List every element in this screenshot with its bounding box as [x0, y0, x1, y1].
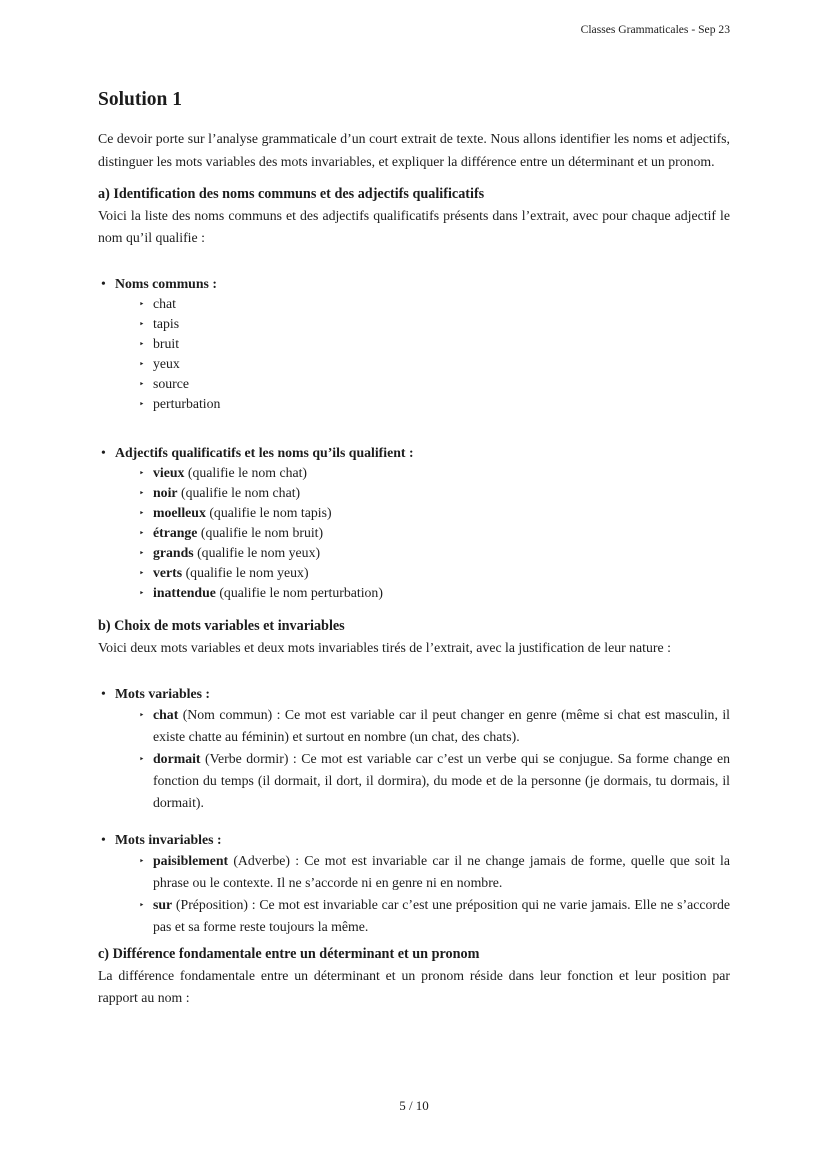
section-c-intro: La différence fondamentale entre un déterminant et un pronom réside dans leur fonction et leur position par rapport au nom : [98, 968, 730, 1006]
list-item [138, 374, 730, 394]
triangle-bullet-icon: ‣ [139, 338, 145, 349]
adjective-term: moelleux [153, 504, 206, 520]
adjective-note: (qualifie le nom chat) [177, 484, 301, 500]
word-justification: (Nom commun) : Ce mot est variable car il peut changer en genre (même si chat est masculin, il existe chatte au féminin) et surtout en nombre (un chat, des chats). [153, 707, 730, 745]
triangle-bullet-icon: ‣ [139, 856, 145, 867]
common-nouns-sublist [138, 294, 730, 414]
list-item [98, 274, 730, 414]
list-item [138, 563, 730, 583]
adjective-note: (qualifie le nom bruit) [197, 524, 324, 540]
running-header: Classes Grammaticales - Sep 23 [580, 23, 730, 36]
adjectives-label: Adjectifs qualificatifs et les noms qu’ils qualifient : [115, 444, 414, 460]
triangle-bullet-icon: ‣ [139, 754, 145, 765]
word-justification: (Adverbe) : Ce mot est invariable car il ne change jamais de forme, quelle que soit la phrase ou le contexte. Il ne s’accorde ni en genre ni en nombre. [153, 853, 730, 891]
section-b-heading: b) Choix de mots variables et invariables [98, 617, 345, 634]
word-term: paisiblement [153, 853, 229, 869]
triangle-bullet-icon: ‣ [139, 467, 145, 478]
adjective-note: (qualifie le nom yeux) [182, 564, 309, 580]
word-justification: (Verbe dormir) : Ce mot est variable car c’est un verbe qui se conjugue. Sa forme change en fonction du temps (il dormait, il dort, il dormira), du mode et de la personne (je dormais, tu dormais, il dormait). [153, 751, 730, 811]
list-item [138, 503, 730, 523]
triangle-bullet-icon: ‣ [139, 527, 145, 538]
triangle-bullet-icon: ‣ [139, 900, 145, 911]
triangle-bullet-icon: ‣ [139, 547, 145, 558]
adjective-note: (qualifie le nom tapis) [205, 504, 332, 520]
list-item [98, 443, 730, 603]
invariable-words-sublist [138, 850, 730, 938]
adjectives-sublist [138, 463, 730, 603]
list-item [138, 704, 730, 748]
adjective-term: étrange [153, 524, 198, 540]
triangle-bullet-icon: ‣ [139, 507, 145, 518]
triangle-bullet-icon: ‣ [139, 710, 145, 721]
variable-words-label: Mots variables : [115, 686, 211, 702]
list-item [138, 294, 730, 314]
common-nouns-label: Noms communs : [115, 275, 217, 291]
list-item [98, 830, 730, 938]
list-item [138, 463, 730, 483]
list-item [98, 684, 730, 814]
list-item [138, 354, 730, 374]
variable-words-sublist [138, 704, 730, 814]
adjective-term: inattendue [153, 584, 216, 600]
noun-item: perturbation [153, 395, 221, 411]
adjectives-list [98, 443, 730, 603]
page-title: Solution 1 [98, 89, 182, 110]
section-a-heading: a) Identification des noms communs et des adjectifs qualificatifs [98, 186, 485, 203]
variable-words-list [98, 684, 730, 814]
list-item [138, 483, 730, 503]
list-item [138, 748, 730, 814]
triangle-bullet-icon: ‣ [139, 318, 145, 329]
list-item [138, 583, 730, 603]
triangle-bullet-icon: ‣ [139, 587, 145, 598]
intro-paragraph: Ce devoir porte sur l’analyse grammaticale d’un court extrait de texte. Nous allons identifier les noms et adjectifs, distinguer les mots variables des mots invariables, et expliquer la différence entre un déterminant et un pronom. [98, 131, 730, 169]
noun-item: chat [153, 295, 176, 311]
invariable-words-label: Mots invariables : [115, 832, 222, 848]
triangle-bullet-icon: ‣ [139, 358, 145, 369]
document-content [98, 0, 730, 1010]
word-term: dormait [153, 751, 201, 767]
invariable-words-list [98, 830, 730, 938]
bullet-icon: • [101, 275, 106, 291]
section-a-intro: Voici la liste des noms communs et des adjectifs qualificatifs présents dans l’extrait, avec pour chaque adjectif le nom qu’il qualifie : [98, 208, 730, 246]
page-number: 5 / 10 [399, 1097, 429, 1113]
noun-item: bruit [153, 335, 180, 351]
list-item [138, 850, 730, 894]
triangle-bullet-icon: ‣ [139, 378, 145, 389]
triangle-bullet-icon: ‣ [139, 298, 145, 309]
adjective-term: grands [153, 544, 194, 560]
common-nouns-list [98, 274, 730, 414]
list-item [138, 894, 730, 938]
noun-item: yeux [153, 355, 180, 371]
bullet-icon: • [101, 686, 106, 702]
list-item [138, 543, 730, 563]
adjective-note: (qualifie le nom chat) [184, 464, 308, 480]
word-term: sur [153, 897, 173, 913]
bullet-icon: • [101, 444, 106, 460]
triangle-bullet-icon: ‣ [139, 398, 145, 409]
list-item [138, 334, 730, 354]
section-c-heading: c) Différence fondamentale entre un déterminant et un pronom [98, 946, 480, 963]
adjective-term: noir [153, 484, 178, 500]
list-item [138, 314, 730, 334]
adjective-note: (qualifie le nom yeux) [193, 544, 321, 560]
noun-item: tapis [153, 315, 180, 331]
triangle-bullet-icon: ‣ [139, 487, 145, 498]
noun-item: source [153, 375, 190, 391]
triangle-bullet-icon: ‣ [139, 567, 145, 578]
section-b-intro: Voici deux mots variables et deux mots invariables tirés de l’extrait, avec la justification de leur nature : [98, 639, 671, 655]
adjective-term: verts [153, 564, 183, 580]
word-justification: (Préposition) : Ce mot est invariable car c’est une préposition qui ne varie jamais. Elle ne s’accorde pas et sa forme reste toujours la même. [153, 897, 730, 935]
adjective-term: vieux [153, 464, 185, 480]
bullet-icon: • [101, 832, 106, 848]
list-item [138, 394, 730, 414]
word-term: chat [153, 707, 179, 723]
list-item [138, 523, 730, 543]
adjective-note: (qualifie le nom perturbation) [215, 584, 383, 600]
